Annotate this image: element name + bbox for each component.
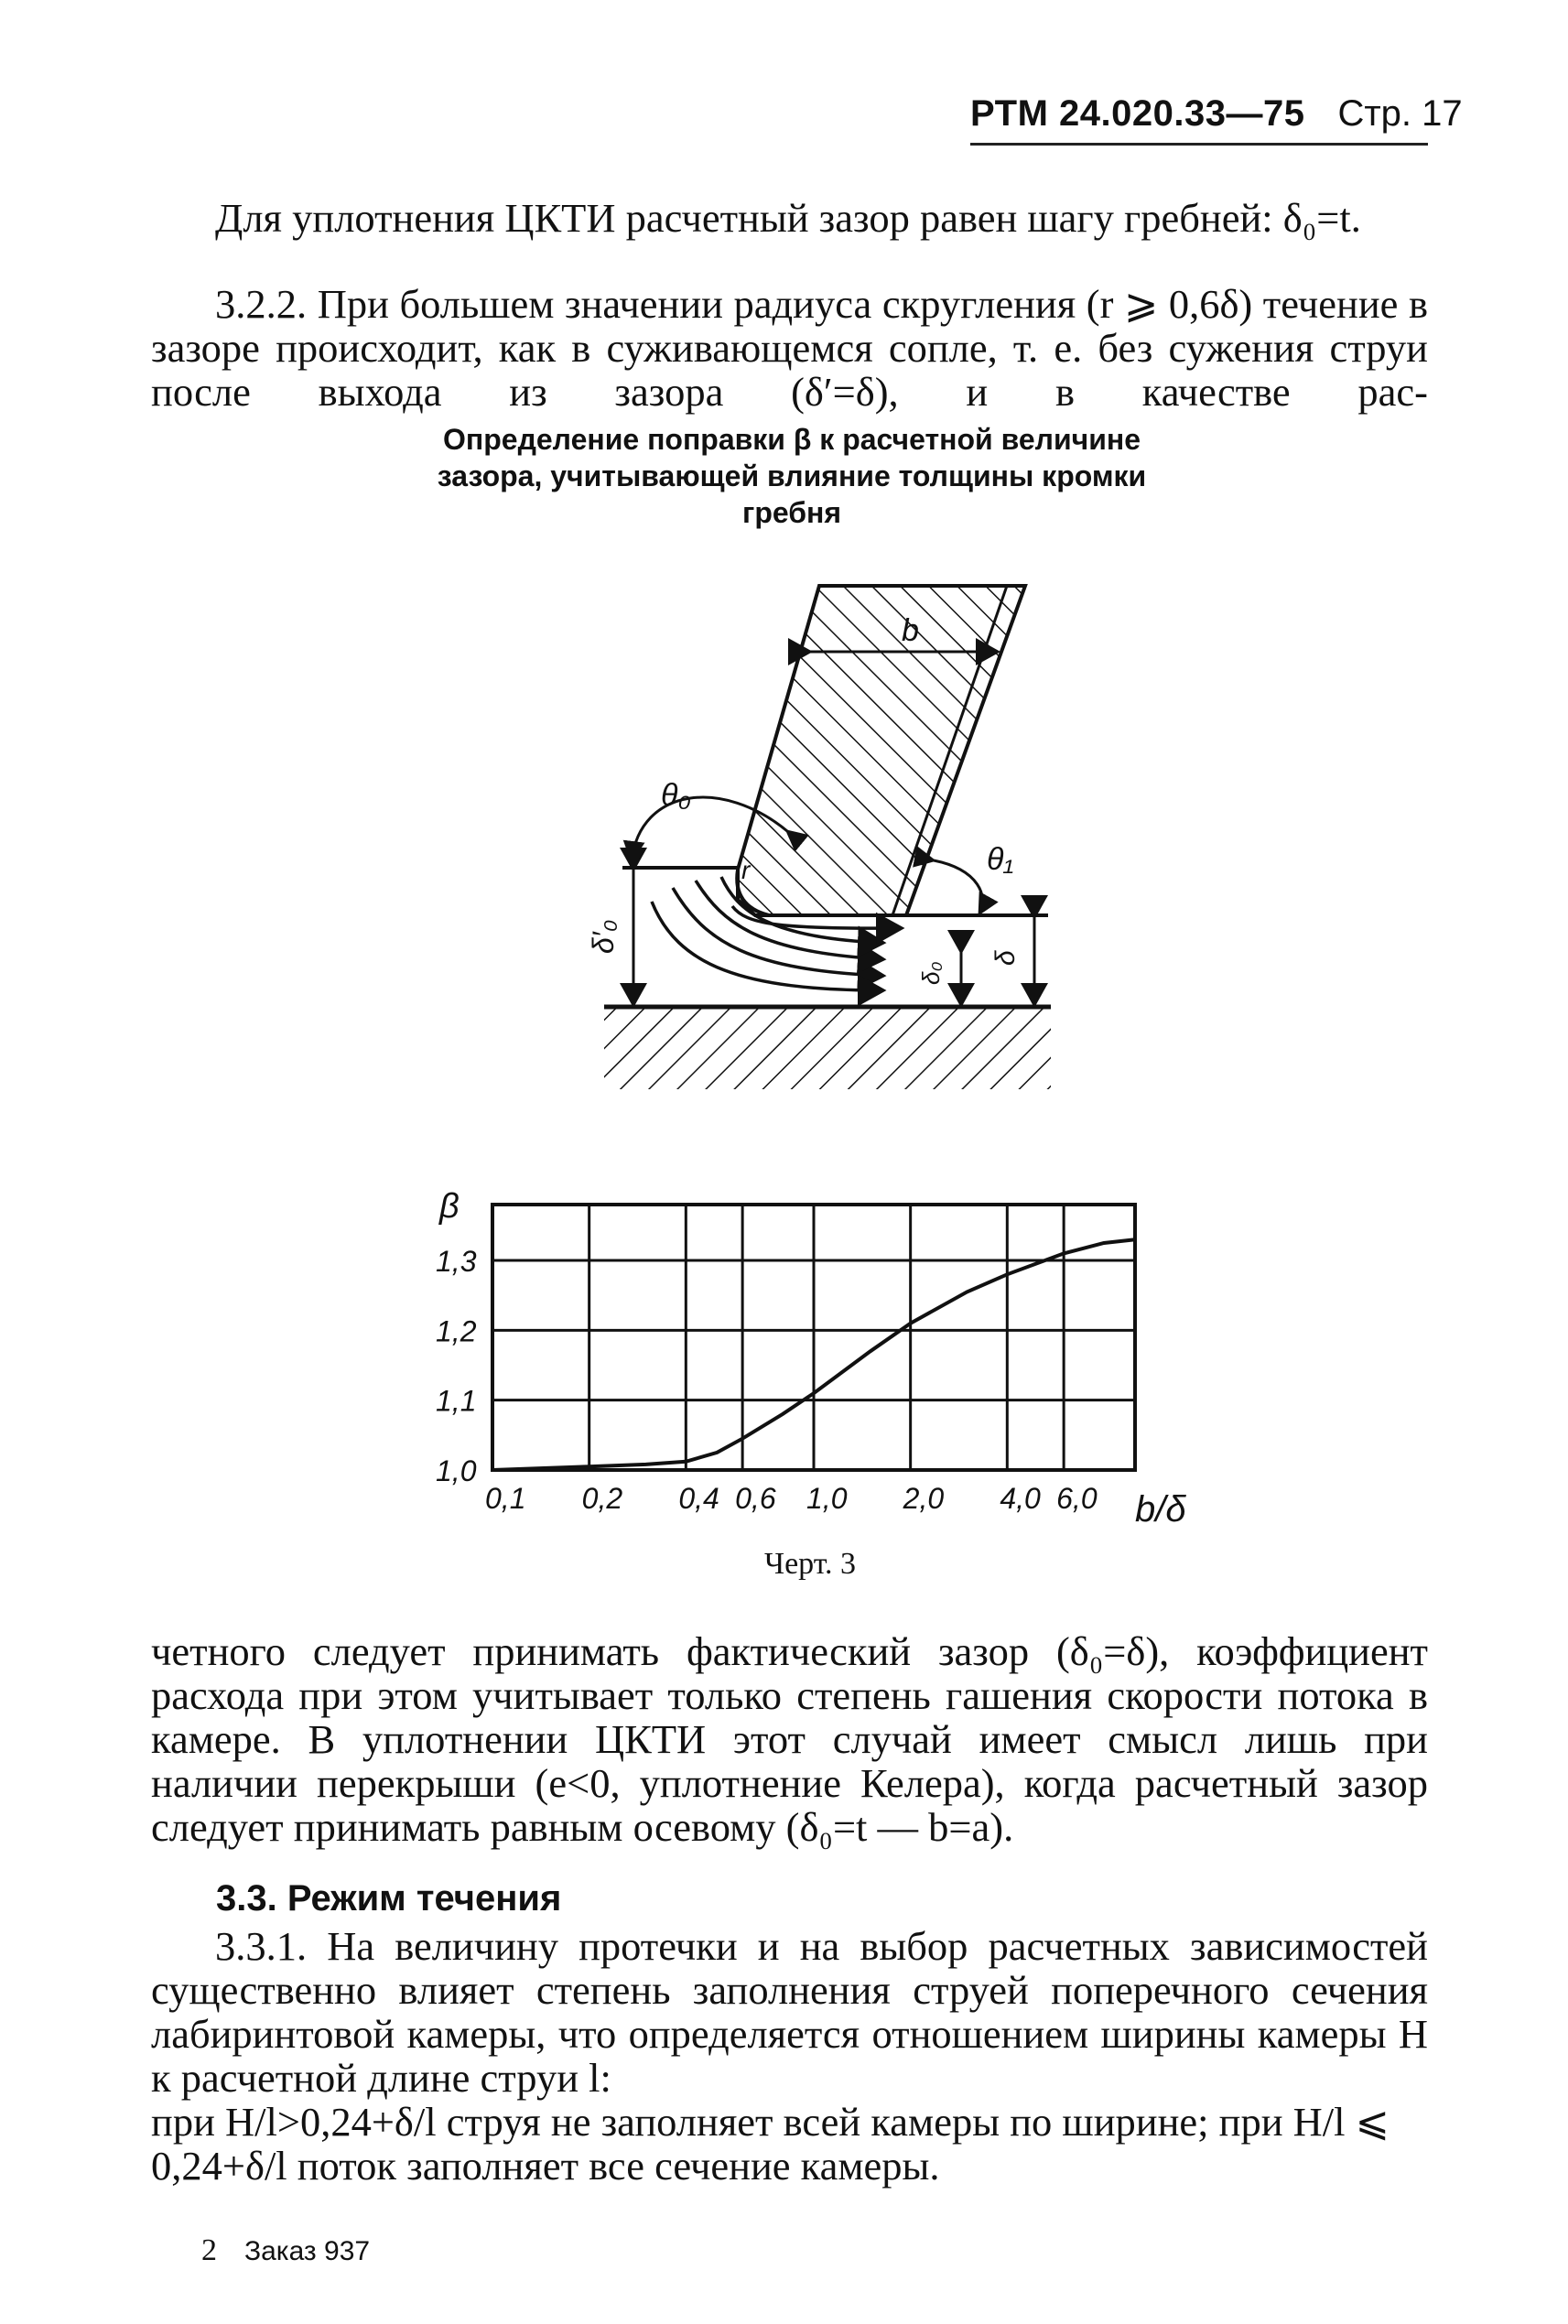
x-tick-label: 2,0: [903, 1482, 945, 1515]
page-footer: [201, 2233, 370, 2268]
x-tick-label: 0,1: [485, 1482, 526, 1515]
chart-grid: [492, 1205, 1135, 1470]
label-b: b: [902, 613, 919, 648]
paragraph-conditions: при H/l>0,24+δ/l струя не заполняет всей камеры по ширине; при H/l ⩽ 0,24+δ/l поток заполняет все сечение камеры.: [151, 2099, 1390, 2189]
label-theta1: θ₁: [987, 842, 1014, 877]
x-tick-label: 1,0: [806, 1482, 848, 1515]
beta-chart: [436, 1187, 1186, 1530]
paragraph-ckti-gap: Для уплотнения ЦКТИ расчетный зазор равен шагу гребней: δ₀=t.: [215, 195, 1361, 241]
order-number: Заказ 937: [244, 2236, 371, 2266]
figure-caption: Определение поправки β к расчетной величине зазора, учитывающей влияние толщины кромки гребня: [437, 423, 1147, 529]
y-tick-label: 1,3: [436, 1245, 477, 1279]
figure-number: Черт. 3: [763, 1547, 857, 1581]
x-tick-label: 0,4: [678, 1482, 719, 1515]
y-tick-label: 1,2: [436, 1314, 477, 1348]
paragraph-3-2-2: 3.2.2. При большем значении радиуса скругления (r ⩾ 0,6δ) течение в зазоре происходит, как в суживающемся сопле, т. е. без сужения струи после выхода из зазора (δ′=δ), и в качестве рас-: [151, 281, 1428, 415]
y-axis-label: β: [439, 1187, 460, 1226]
label-theta0: θ₀: [661, 778, 691, 813]
label-delta0: δ₀: [917, 961, 945, 985]
section-heading-3-3: 3.3. Режим течения: [216, 1878, 562, 1919]
label-r: r: [741, 856, 751, 884]
paragraph-continuation: четного следует принимать фактический зазор (δ₀=δ), коэффициент расхода при этом учитывает только степень гашения скорости потока в камере. В уплотнении ЦКТИ этот случай имеет смысл лишь при наличии перекрыши (e<0, уплотнение Келера), когда расчетный зазор следует принимать равным осевому (δ₀=t — b=a).: [151, 1628, 1428, 1850]
x-tick-label: 4,0: [1000, 1482, 1041, 1515]
label-delta: δ: [990, 950, 1021, 966]
label-delta0-prime: δ′₀: [587, 919, 620, 954]
y-tick-label: 1,1: [436, 1384, 477, 1418]
document-code: РТМ 24.020.33—75: [970, 93, 1305, 134]
page-number: Стр. 17: [1337, 93, 1463, 134]
x-tick-label: 0,6: [735, 1482, 776, 1515]
y-tick-label: 1,0: [436, 1454, 477, 1487]
paragraph-3-3-1: 3.3.1. На величину протечки и на выбор расчетных зависимостей существенно влияет степень заполнения струей поперечного сечения лабиринтовой камеры, что определяется отношением ширины камеры H к расчетной длине струи l:: [151, 1923, 1428, 2101]
x-tick-label: 6,0: [1056, 1482, 1098, 1515]
x-axis-label: b/δ: [1135, 1489, 1186, 1530]
crest-body: [738, 586, 1025, 915]
footer-number: 2: [201, 2233, 217, 2267]
x-tick-label: 0,2: [581, 1482, 623, 1515]
seal-diagram: [587, 586, 1051, 1089]
